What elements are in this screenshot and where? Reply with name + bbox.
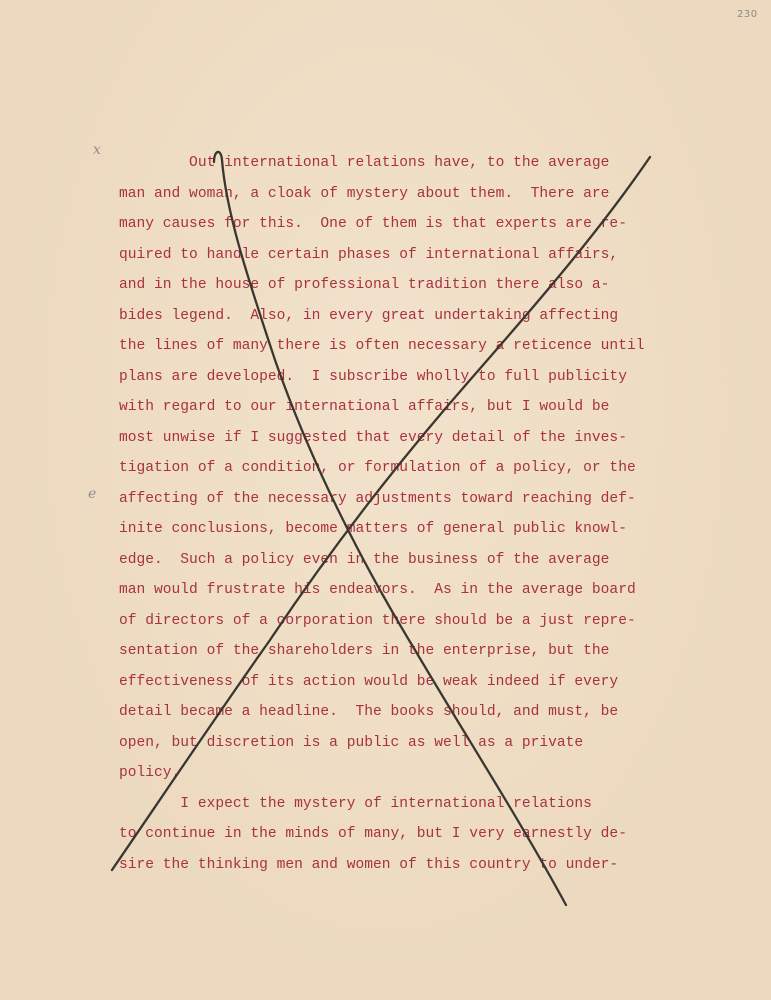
text-line: man and woman, a cloak of mystery about them. There are — [119, 185, 610, 202]
text-line: open, but discretion is a public as well as a private — [119, 734, 584, 751]
text-line: to continue in the minds of many, but I very earnestly de- — [119, 826, 627, 842]
text-line: sire the thinking men and women of this country to under- — [119, 856, 619, 873]
margin-mark-e: e — [88, 486, 97, 502]
text-line: many causes for this. One of them is that experts are re- — [119, 216, 627, 232]
paragraph-2 — [119, 789, 679, 881]
text-line: bides legend. Also, in every great undertaking affecting — [119, 307, 619, 324]
text-line: with regard to our international affairs, but I would be — [119, 399, 610, 415]
text-line: man would frustrate his endeavors. As in the average board — [119, 582, 636, 598]
text-line: quired to handle certain phases of international affairs, — [119, 246, 619, 263]
text-line: policy. — [119, 765, 181, 781]
text-line: affecting of the necessary adjustments toward reaching def- — [119, 490, 636, 507]
text-line: of directors of a corporation there should be a just repre- — [119, 612, 636, 629]
text-line: detail became a headline. The books should, and must, be — [119, 704, 619, 720]
text-line: the lines of many there is often necessary a reticence until — [119, 338, 645, 354]
text-line: I expect the mystery of international relations — [119, 795, 592, 812]
text-line: and in the house of professional tradition there also a- — [119, 277, 610, 293]
text-line: Out international relations have, to the average — [119, 155, 610, 171]
text-line: tigation of a condition, or formulation of a policy, or the — [119, 460, 636, 476]
margin-mark-x: x — [93, 142, 101, 158]
paragraph-1 — [119, 148, 679, 789]
text-line: plans are developed. I subscribe wholly to full publicity — [119, 368, 627, 385]
text-line: inite conclusions, become matters of general public knowl- — [119, 521, 627, 537]
typescript-body — [119, 148, 679, 880]
page-number: 230 — [737, 9, 758, 20]
text-line: sentation of the shareholders in the enterprise, but the — [119, 643, 610, 659]
text-line: edge. Such a policy even in the business of the average — [119, 551, 610, 568]
text-line: most unwise if I suggested that every detail of the inves- — [119, 429, 627, 446]
text-line: effectiveness of its action would be weak indeed if every — [119, 673, 619, 690]
